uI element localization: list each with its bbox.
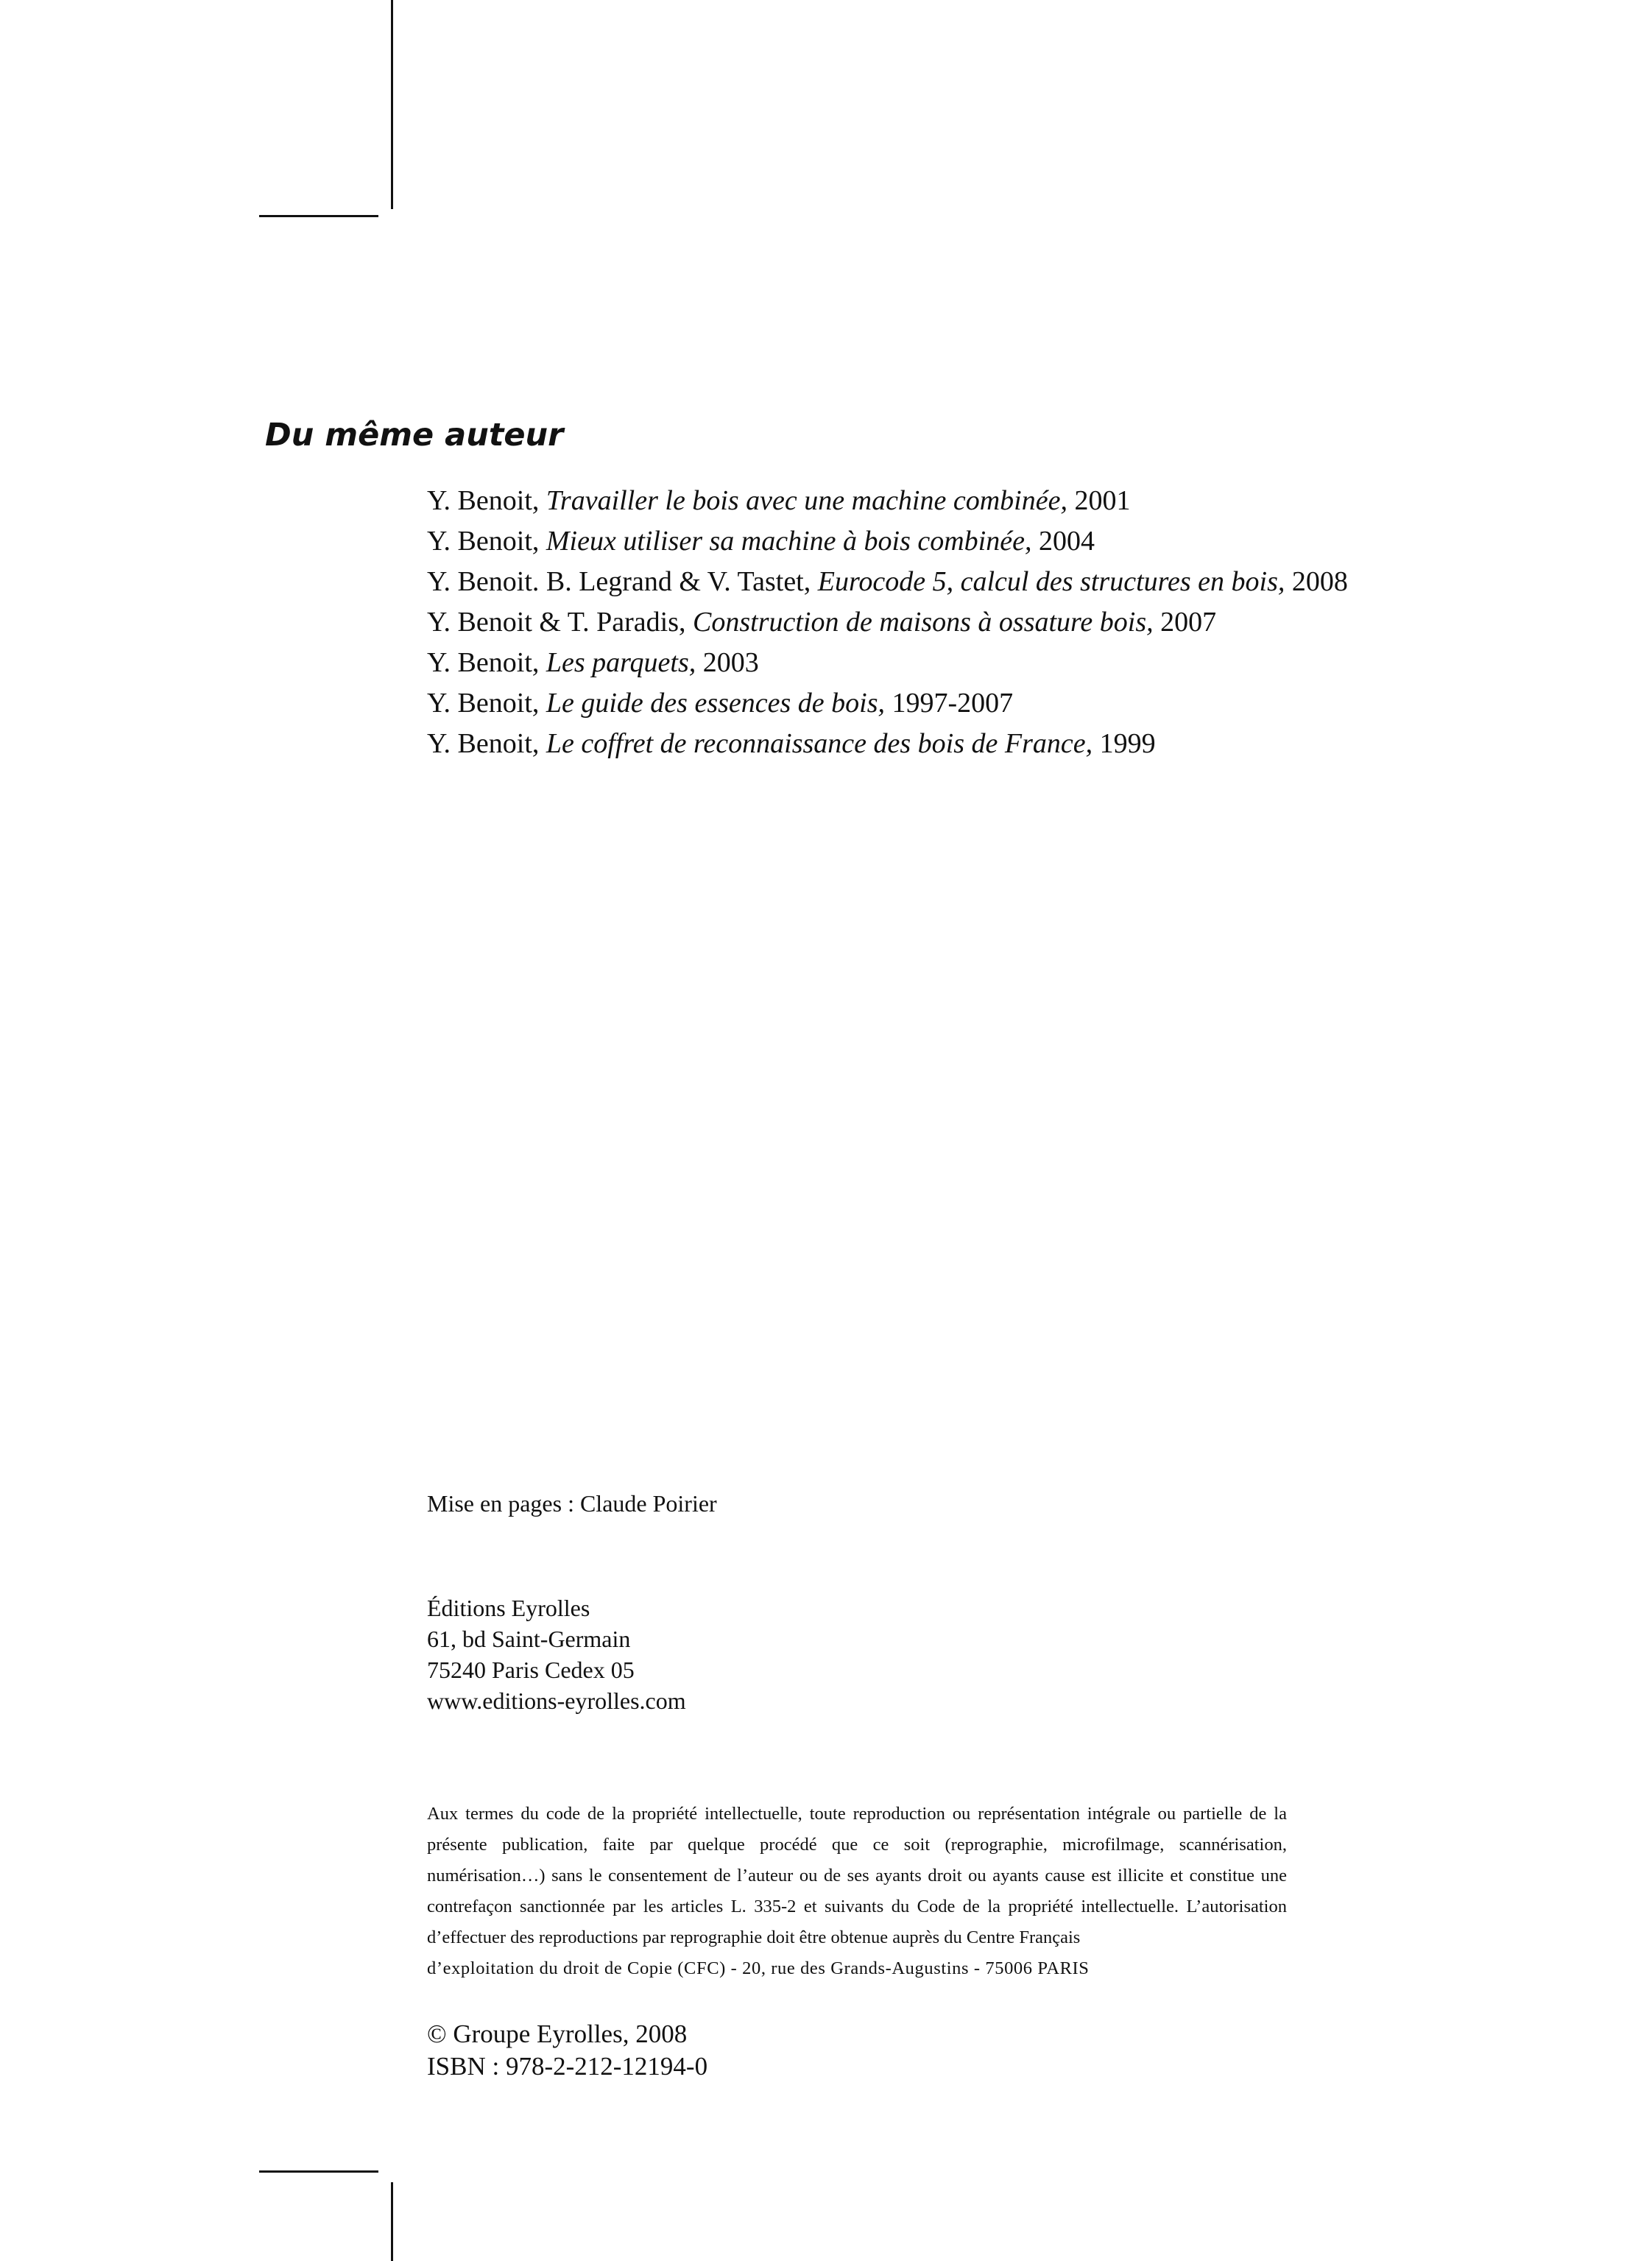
publisher-street: 61, bd Saint-Germain [427,1626,631,1652]
book-entry [427,724,1348,764]
book-entry [427,521,1348,562]
book-authors: Y. Benoit, [427,728,546,759]
crop-mark-top-vertical [391,0,393,209]
book-year: 2007 [1153,607,1217,638]
publisher-name: Éditions Eyrolles [427,1595,590,1621]
book-title: Construction de maisons à ossature bois, [693,607,1154,638]
book-entry [427,643,1348,683]
crop-mark-bottom-horizontal [259,2170,378,2173]
book-authors: Y. Benoit, [427,485,546,516]
book-title: Mieux utiliser sa machine à bois combinée, [546,526,1032,557]
book-title: Eurocode 5, calcul des structures en bois, [817,566,1285,597]
book-entry [427,481,1348,521]
book-authors: Y. Benoit, [427,647,546,678]
book-title: Le coffret de reconnaissance des bois de France, [546,728,1093,759]
book-entry [427,683,1348,724]
book-year: 2001 [1067,485,1131,516]
book-year: 2003 [696,647,759,678]
crop-mark-top-horizontal [259,215,378,217]
isbn-line: ISBN : 978-2-212-12194-0 [427,2052,708,2081]
book-year: 1999 [1092,728,1156,759]
section-heading: Du même auteur [265,417,564,454]
legal-notice: Aux termes du code de la propriété intellectuelle, toute reproduction ou représentation intégrale ou partielle de la présente publication, faite par quelque procédé que ce soit (reprographie, microfilmage, scannérisation, numérisation…) sans le consentement de l’auteur ou de ses ayants droit ou ayants cause est illicite et constitue une contrefaçon sanctionnée par les articles L. 335-2 et suivants du Code de la propriété intellectuelle. L’autorisation d’effectuer des reproductions par reprographie doit être obtenue auprès du Centre Français [427,1804,1287,1947]
layout-credit: Mise en pages : Claude Poirier [427,1490,717,1517]
book-title: Le guide des essences de bois, [546,688,885,719]
book-year: 2004 [1031,526,1095,557]
book-authors: Y. Benoit. B. Legrand & V. Tastet, [427,566,818,597]
legal-notice-last-line: d’exploitation du droit de Copie (CFC) - 20, rue des Grands-Augustins - 75006 PARIS [427,1958,1090,1978]
publisher-address [427,1592,686,1716]
crop-mark-bottom-vertical [391,2182,393,2261]
book-title: Travailler le bois avec une machine combinée, [546,485,1067,516]
book-entry [427,602,1348,643]
book-list [427,481,1348,764]
publisher-website: www.editions-eyrolles.com [427,1687,686,1714]
book-authors: Y. Benoit, [427,688,546,719]
book-authors: Y. Benoit & T. Paradis, [427,607,693,638]
book-year: 1997-2007 [885,688,1014,719]
copyright-block [427,2018,707,2083]
book-title: Les parquets, [546,647,696,678]
publisher-city: 75240 Paris Cedex 05 [427,1657,635,1683]
book-entry [427,562,1348,602]
copyright-line: © Groupe Eyrolles, 2008 [427,2020,688,2048]
book-year: 2008 [1285,566,1348,597]
book-authors: Y. Benoit, [427,526,546,557]
